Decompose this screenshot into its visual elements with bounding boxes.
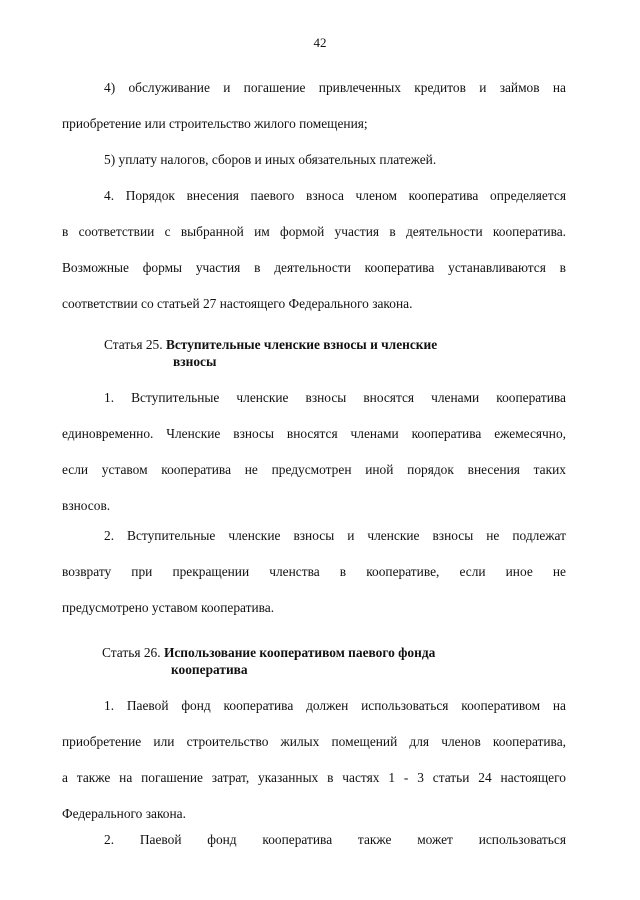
article-title-continued: кооператива	[171, 662, 248, 677]
text-line: 2. Вступительные членские взносы и членские взносы не подлежат	[104, 528, 566, 543]
article-title-continued: взносы	[173, 354, 217, 369]
article-26-heading	[102, 644, 522, 678]
article-title: Использование кооперативом паевого фонда	[163, 645, 436, 660]
paragraph-article26-2	[62, 822, 566, 858]
article-number: Статья 25.	[104, 337, 163, 352]
text-line: предусмотрено уставом кооператива.	[62, 600, 275, 615]
text-line: Федерального закона.	[62, 806, 186, 821]
article-25-heading	[104, 336, 524, 370]
text-line: если уставом кооператива не предусмотрен иной порядок внесения таких	[62, 462, 566, 477]
text-line: соответствии со статьей 27 настоящего Федерального закона.	[62, 296, 413, 311]
text-line: приобретение или строительство жилого помещения;	[62, 116, 368, 131]
text-line: 5) уплату налогов, сборов и иных обязательных платежей.	[104, 152, 437, 167]
text-line: а также на погашение затрат, указанных в частях 1 - 3 статьи 24 настоящего	[62, 770, 566, 785]
text-line: в соответствии с выбранной им формой участия в деятельности кооператива.	[62, 224, 566, 239]
text-line: 4. Порядок внесения паевого взноса членом кооператива определяется	[104, 188, 566, 203]
text-line: 2. Паевой фонд кооператива также может использоваться	[104, 832, 566, 847]
paragraph-article25-1	[62, 380, 566, 524]
text-line: 4) обслуживание и погашение привлеченных кредитов и займов на	[104, 80, 566, 95]
paragraph-article26-1	[62, 688, 566, 832]
text-line: возврату при прекращении членства в кооперативе, если иное не	[62, 564, 566, 579]
article-number: Статья 26.	[102, 645, 161, 660]
text-line: 1. Вступительные членские взносы вносятся членами кооператива	[104, 390, 566, 405]
paragraph-section-4	[62, 178, 566, 322]
paragraph-item-5	[62, 142, 566, 178]
article-title: Вступительные членские взносы и членские	[165, 337, 438, 352]
paragraph-article25-2	[62, 518, 566, 626]
text-line: единовременно. Членские взносы вносятся членами кооператива ежемесячно,	[62, 426, 566, 441]
text-line: Возможные формы участия в деятельности кооператива устанавливаются в	[62, 260, 566, 275]
paragraph-item-4	[62, 70, 566, 142]
text-line: 1. Паевой фонд кооператива должен использоваться кооперативом на	[104, 698, 566, 713]
text-line: взносов.	[62, 498, 111, 513]
page-number: 42	[313, 35, 327, 50]
text-line: приобретение или строительство жилых помещений для членов кооператива,	[62, 734, 566, 749]
